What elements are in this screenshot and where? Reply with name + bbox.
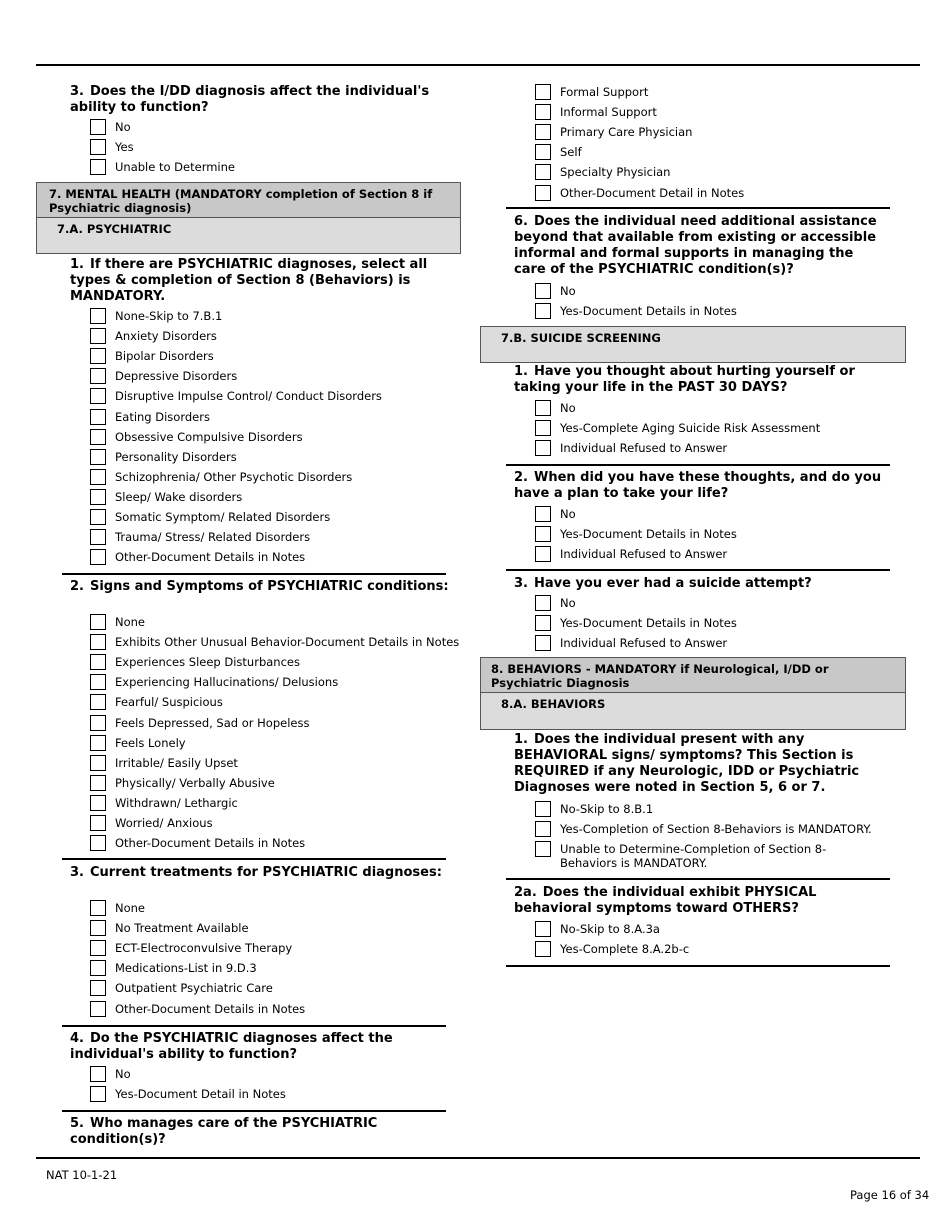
checkbox[interactable] [90,469,106,485]
checkbox[interactable] [90,694,106,710]
option-label: None [115,615,146,629]
option-no-skip-to-8-a-3a[interactable] [535,920,895,938]
section-8-header: 8. BEHAVIORS - MANDATORY if Neurological, I/DD or Psychiatric Diagnosis [480,657,906,693]
option-label: Withdrawn/ Lethargic [115,795,238,810]
option-label: Other-Document Details in Notes [115,550,306,565]
checkbox[interactable] [535,283,551,299]
checkbox[interactable] [90,815,106,831]
checkbox[interactable] [535,526,551,542]
option-yes-document-detail-in-notes[interactable] [90,1085,450,1103]
option-none[interactable] [90,613,450,631]
option-trauma-stress-related-disorders[interactable] [90,528,450,546]
divider [506,878,890,880]
checkbox[interactable] [90,614,106,630]
checkbox[interactable] [90,549,106,565]
option-individual-refused-to-answer[interactable] [535,439,895,457]
option-schizophrenia-other-psychotic-disorders[interactable] [90,468,450,486]
option-obsessive-compulsive-disorders[interactable] [90,428,450,446]
option-other-document-details-in-notes[interactable] [90,548,450,566]
checkbox[interactable] [535,595,551,611]
option-individual-refused-to-answer[interactable] [535,545,895,563]
option-label: Yes [115,140,134,154]
option-label: Yes-Document Details in Notes [560,304,737,318]
option-yes-document-details-in-notes[interactable] [535,302,895,320]
option-label: Personality Disorders [115,449,237,464]
option-specialty-physician[interactable] [535,163,895,181]
checkbox[interactable] [535,941,551,957]
checkbox[interactable] [535,84,551,100]
checkbox[interactable] [90,735,106,751]
option-label: Unable to Determine-Completion of Section 8-Behaviors is MANDATORY. [560,842,827,871]
option-label: No [560,284,576,298]
option-unable-to-determine-completion-of-sectio[interactable] [535,840,895,871]
option-label: Exhibits Other Unusual Behavior-Document Details in Notes [115,635,460,650]
option-no[interactable] [535,399,895,417]
question-physical-behavior: 2a. Does the individual exhibit PHYSICAL behavioral symptoms toward OTHERS? [514,885,817,916]
option-irritable-easily-upset[interactable] [90,754,450,772]
option-label: Yes-Completion of Section 8-Behaviors is MANDATORY. [560,822,872,837]
option-label: Individual Refused to Answer [560,441,728,456]
checkbox[interactable] [90,489,106,505]
question-psychiatric-signs: 2. Signs and Symptoms of PSYCHIATRIC conditions: [70,579,449,594]
checkbox[interactable] [90,900,106,916]
option-label: Experiences Sleep Disturbances [115,655,300,670]
question-suicide-thoughts: 1. Have you thought about hurting yourself or taking your life in the PAST 30 DAYS? [514,364,855,395]
option-label: Depressive Disorders [115,369,238,384]
option-label: No [560,596,576,610]
checkbox[interactable] [535,104,551,120]
option-label: Medications-List in 9.D.3 [115,961,257,976]
option-yes-document-details-in-notes[interactable] [535,525,895,543]
divider [62,1110,446,1112]
checkbox[interactable] [90,159,106,175]
option-label: Other-Document Detail in Notes [560,185,745,200]
option-experiences-sleep-disturbances[interactable] [90,653,450,671]
checkbox[interactable] [90,674,106,690]
option-label: No Treatment Available [115,921,249,936]
option-exhibits-other-unusual-behavior-document[interactable] [90,633,460,651]
option-no[interactable] [535,282,895,300]
checkbox[interactable] [535,440,551,456]
checkbox[interactable] [90,308,106,324]
divider [62,1025,446,1027]
option-no[interactable] [90,1065,450,1083]
option-yes-document-details-in-notes[interactable] [535,614,895,632]
section-8a-header: 8.A. BEHAVIORS [480,692,906,730]
option-withdrawn-lethargic[interactable] [90,794,450,812]
checkbox[interactable] [90,1066,106,1082]
option-label: Sleep/ Wake disorders [115,489,243,504]
question-idd-function: 3. Does the I/DD diagnosis affect the individual's ability to function? [70,84,430,115]
checkbox[interactable] [535,420,551,436]
option-label: Formal Support [560,85,649,99]
option-label: Feels Depressed, Sad or Hopeless [115,715,310,730]
checkbox[interactable] [90,654,106,670]
option-worried-anxious[interactable] [90,814,450,832]
checkbox[interactable] [535,801,551,817]
option-label: Fearful/ Suspicious [115,695,223,710]
option-none-skip-to-7-b-1[interactable] [90,307,450,325]
section-7b-header: 7.B. SUICIDE SCREENING [480,326,906,363]
option-yes-complete-8-a-2b-c[interactable] [535,940,895,958]
option-fearful-suspicious[interactable] [90,693,450,711]
option-label: Anxiety Disorders [115,329,217,344]
checkbox[interactable] [90,429,106,445]
question-current-treatments: 3. Current treatments for PSYCHIATRIC diagnoses: [70,865,442,880]
checkbox[interactable] [90,348,106,364]
option-depressive-disorders[interactable] [90,367,450,385]
checkbox[interactable] [535,635,551,651]
divider [506,207,890,209]
form-id: NAT 10-1-21 [46,1168,118,1182]
section-7a-header: 7.A. PSYCHIATRIC [36,217,461,254]
option-experiencing-hallucinations-delusions[interactable] [90,673,450,691]
question-suicide-plan: 2. When did you have these thoughts, and do you have a plan to take your life? [514,470,882,501]
checkbox[interactable] [535,185,551,201]
option-label: No [560,401,576,415]
option-label: Eating Disorders [115,409,210,424]
option-label: No-Skip to 8.B.1 [560,802,654,816]
checkbox[interactable] [535,921,551,937]
option-primary-care-physician[interactable] [535,123,895,141]
option-label: Experiencing Hallucinations/ Delusions [115,675,339,690]
option-no[interactable] [535,594,895,612]
option-label: Worried/ Anxious [115,816,213,830]
option-other-document-details-in-notes[interactable] [90,1000,450,1018]
divider [506,464,890,466]
checkbox[interactable] [90,1001,106,1017]
option-bipolar-disorders[interactable] [90,347,450,365]
checkbox[interactable] [90,775,106,791]
option-label: Individual Refused to Answer [560,547,728,562]
divider [62,573,446,575]
option-label: Yes-Complete Aging Suicide Risk Assessment [560,421,821,436]
option-no[interactable] [535,505,895,523]
top-rule [36,64,920,66]
section-7-header: 7. MENTAL HEALTH (MANDATORY completion of Section 8 if Psychiatric diagnosis) [36,182,461,218]
option-label: None [115,901,146,915]
question-psychiatric-function: 4. Do the PSYCHIATRIC diagnoses affect the individual's ability to function? [70,1031,393,1062]
checkbox[interactable] [90,388,106,404]
checkbox[interactable] [90,328,106,344]
checkbox[interactable] [90,139,106,155]
option-label: None-Skip to 7.B.1 [115,309,223,323]
option-label: Other-Document Details in Notes [115,836,306,851]
option-somatic-symptom-related-disorders[interactable] [90,508,450,526]
option-label: Specialty Physician [560,165,671,180]
option-no-treatment-available[interactable] [90,919,450,937]
option-eating-disorders[interactable] [90,408,450,426]
option-label: No [115,1067,131,1081]
option-label: Feels Lonely [115,735,186,750]
checkbox[interactable] [90,409,106,425]
option-label: Disruptive Impulse Control/ Conduct Disorders [115,389,382,404]
checkbox[interactable] [535,124,551,140]
checkbox[interactable] [535,164,551,180]
checkbox[interactable] [90,529,106,545]
option-disruptive-impulse-control-conduct-disor[interactable] [90,387,450,405]
option-label: Yes-Complete 8.A.2b-c [560,942,690,957]
checkbox[interactable] [535,506,551,522]
option-label: Other-Document Details in Notes [115,1001,306,1016]
option-medications-list-in-9-d-3[interactable] [90,959,450,977]
checkbox[interactable] [90,920,106,936]
option-label: ECT-Electroconvulsive Therapy [115,941,293,956]
checkbox[interactable] [90,795,106,811]
option-label: Physically/ Verbally Abusive [115,775,275,790]
checkbox[interactable] [90,940,106,956]
option-yes[interactable] [90,138,450,156]
question-additional-assistance: 6. Does the individual need additional assistance beyond that available from existing or accessible informal and formal supports in managing the care of the PSYCHIATRIC condition(s)? [514,214,877,277]
checkbox[interactable] [535,303,551,319]
checkbox[interactable] [535,546,551,562]
option-no-skip-to-8-b-1[interactable] [535,800,895,818]
option-label: Self [560,145,582,160]
divider [506,965,890,967]
option-formal-support[interactable] [535,83,895,101]
option-label: Irritable/ Easily Upset [115,755,238,770]
option-none[interactable] [90,899,450,917]
question-behavioral-signs: 1. Does the individual present with any BEHAVIORAL signs/ symptoms? This Section is REQUIRED if any Neurologic, IDD or Psychiatric Diagnoses were noted in Section 5, 6 or 7. [514,732,860,795]
checkbox[interactable] [90,509,106,525]
option-label: Somatic Symptom/ Related Disorders [115,510,331,524]
option-informal-support[interactable] [535,103,895,121]
question-psychiatric-diagnoses: 1. If there are PSYCHIATRIC diagnoses, select all types & completion of Section 8 (Behaviors) is MANDATORY. [70,257,428,304]
option-physically-verbally-abusive[interactable] [90,774,450,792]
divider [62,858,446,860]
option-individual-refused-to-answer[interactable] [535,634,895,652]
checkbox[interactable] [535,821,551,837]
option-label: Yes-Document Details in Notes [560,616,737,631]
option-label: Primary Care Physician [560,125,693,140]
option-label: Schizophrenia/ Other Psychotic Disorders [115,469,353,484]
option-label: Outpatient Psychiatric Care [115,981,273,996]
question-who-manages-care: 5. Who manages care of the PSYCHIATRIC condition(s)? [70,1116,378,1147]
bottom-rule [36,1157,920,1159]
option-feels-lonely[interactable] [90,734,450,752]
option-label: Obsessive Compulsive Disorders [115,429,303,444]
option-feels-depressed-sad-or-hopeless[interactable] [90,714,450,732]
option-label: Yes-Document Details in Notes [560,527,737,542]
checkbox[interactable] [535,144,551,160]
option-sleep-wake-disorders[interactable] [90,488,450,506]
question-suicide-attempt: 3. Have you ever had a suicide attempt? [514,576,812,591]
option-other-document-details-in-notes[interactable] [90,834,450,852]
checkbox[interactable] [90,715,106,731]
option-label: Yes-Document Detail in Notes [115,1087,286,1101]
option-unable-to-determine[interactable] [90,158,450,176]
checkbox[interactable] [90,1086,106,1102]
checkbox[interactable] [90,368,106,384]
checkbox[interactable] [90,835,106,851]
option-label: No [115,120,131,134]
option-label: No [560,507,576,521]
checkbox[interactable] [90,980,106,996]
option-anxiety-disorders[interactable] [90,327,450,345]
option-yes-completion-of-section-8-behaviors-is[interactable] [535,820,895,838]
option-personality-disorders[interactable] [90,448,450,466]
option-other-document-detail-in-notes[interactable] [535,184,895,202]
option-outpatient-psychiatric-care[interactable] [90,979,450,997]
checkbox[interactable] [90,119,106,135]
checkbox[interactable] [535,400,551,416]
option-label: Informal Support [560,105,657,120]
checkbox[interactable] [90,755,106,771]
page-number: Page 16 of 34 [850,1188,930,1202]
checkbox[interactable] [535,615,551,631]
option-ect-electroconvulsive-therapy[interactable] [90,939,450,957]
option-self[interactable] [535,143,895,161]
checkbox[interactable] [90,634,106,650]
option-label: No-Skip to 8.A.3a [560,922,660,936]
option-no[interactable] [90,118,450,136]
option-label: Individual Refused to Answer [560,636,728,651]
divider [506,569,890,571]
checkbox[interactable] [90,960,106,976]
option-label: Unable to Determine [115,160,235,174]
option-yes-complete-aging-suicide-risk-assessme[interactable] [535,419,895,437]
option-label: Bipolar Disorders [115,349,214,364]
checkbox[interactable] [90,449,106,465]
option-label: Trauma/ Stress/ Related Disorders [115,530,311,545]
checkbox[interactable] [535,841,551,857]
